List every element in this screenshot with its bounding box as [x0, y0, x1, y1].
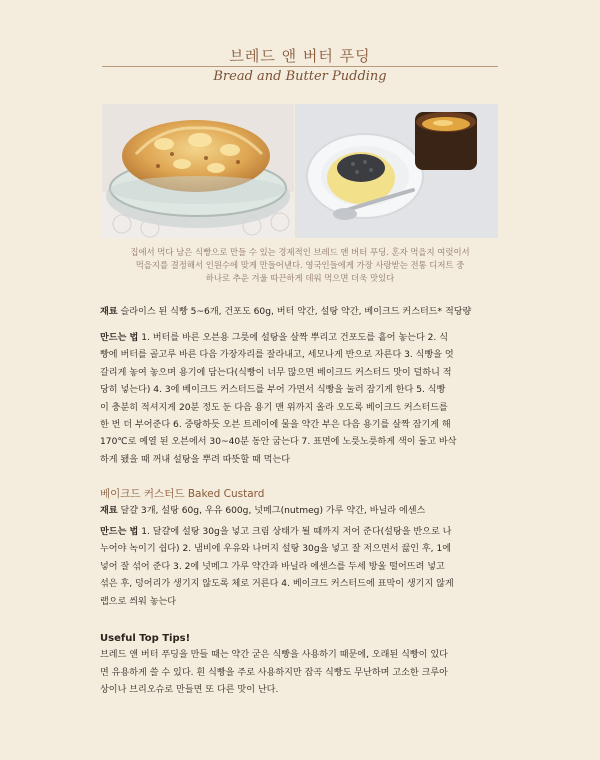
custard-method-line: 넣어 잘 섞어 준다 3. 2에 넛메그 가루 약간과 바닐라 에센스를 두세 방울 떨어뜨려 넣고 — [100, 561, 445, 572]
ingredients-text: 슬라이스 된 식빵 5~6개, 건포도 60g, 버터 약간, 설탕 약간, 베이크드 커스터드* 적당량 — [117, 307, 472, 317]
caption-line: 먹을지를 결정해서 인원수에 맞게 만들어낸다. 영국인들에게 가장 사랑받는 전통 디저트 중 — [135, 260, 465, 270]
custard-ingredients-label: 재료 — [100, 506, 118, 517]
custard-method-line: 누어야 녹이기 쉽다) 2. 냄비에 우유와 나머지 설탕 30g을 넣고 잘 저으면서 끓인 후, 1에 — [100, 544, 452, 555]
method-line: 빵에 버터를 골고루 바른 다음 가장자리를 잘라내고, 세모나게 반으로 자른다 3. 식빵을 엇 — [100, 350, 454, 361]
custard-section — [100, 486, 502, 521]
caption-line: 집에서 먹다 남은 식빵으로 만들 수 있는 경제적인 브레드 앤 버터 푸딩. 혼자 먹을지 여럿이서 — [130, 247, 470, 257]
tips-heading: Useful Top Tips! — [100, 633, 191, 644]
method-section — [100, 330, 502, 469]
ingredients-line — [100, 304, 502, 321]
custard-heading: 베이크드 커스터드 Baked Custard — [100, 488, 265, 500]
custard-method-line: 랩으로 씌워 놓는다 — [100, 596, 177, 607]
pudding-dish-photo — [102, 104, 294, 238]
title-divider — [102, 66, 498, 67]
tips-line: 면 유용하게 쓸 수 있다. 흰 식빵을 주로 사용하지만 잡곡 식빵도 무난하며 고소한 크루아 — [100, 667, 448, 678]
method-line: 이 충분히 적셔지게 20분 정도 둔 다음 용기 맨 위까지 올라 오도록 베이크드 커스터드를 — [100, 402, 448, 413]
tips-line: 브레드 앤 버터 푸딩을 만들 때는 약간 굳은 식빵을 사용하기 때문에, 오래된 식빵이 있다 — [100, 650, 448, 661]
method-line: 하게 됐을 때 꺼내 설탕을 뿌려 따뜻할 때 먹는다 — [100, 454, 291, 465]
method-label: 만드는 법 — [100, 333, 139, 343]
method-line: 170℃로 예열 된 오븐에서 30~40분 동안 굽는다 7. 표면에 노릇노릇하게 색이 돌고 바삭 — [100, 437, 457, 448]
method-line: 당히 넣는다) 4. 3에 베이크드 커스터드를 부어 가면서 식빵을 눌러 잠기게 한다 5. 식빵 — [100, 385, 446, 396]
recipe-section — [100, 304, 502, 321]
tips-line: 상이나 브리오슈로 만들면 또 다른 맛이 난다. — [100, 685, 279, 696]
method-line: 만드는 법 1. 버터를 바른 오븐용 그릇에 설탕을 살짝 뿌리고 건포도를 흩어 놓는다 2. 식 — [100, 333, 448, 343]
tips-section — [100, 630, 502, 700]
custard-ingredients-text: 달걀 3개, 설탕 60g, 우유 600g, 넛메그(nutmeg) 가루 약간, 바닐라 에센스 — [117, 506, 426, 517]
title-korean: 브레드 앤 버터 푸딩 — [229, 47, 371, 65]
custard-ingredients-line — [100, 503, 502, 520]
title-english: Bread and Butter Pudding — [213, 69, 387, 84]
custard-method-line: 섞은 후, 덩어리가 생기지 않도록 체로 거른다 4. 베이크드 커스터드에 표막이 생기지 않게 — [100, 579, 454, 590]
method-line: 갈리게 놓여 놓으며 용기에 담는다(식빵이 너무 많으면 베이크드 커스터드 맛이 덜하니 적 — [100, 367, 452, 378]
custard-method-line: 만드는 법 1. 달걀에 설탕 30g을 넣고 크림 상태가 될 때까지 저어 준다(설탕을 반으로 나 — [100, 527, 452, 537]
method-line: 한 번 더 부어준다 6. 중탕하듯 오븐 트레이에 물을 약간 부은 다음 용기를 살짝 잠기게 해 — [100, 420, 451, 431]
ingredients-label: 재료 — [100, 307, 118, 317]
custard-method-section — [100, 524, 502, 611]
photo-strip — [102, 104, 498, 238]
custard-plate-photo — [295, 104, 498, 238]
caption-line: 하나로 추운 겨울 따끈하게 데워 먹으면 더욱 맛있다 — [205, 273, 395, 283]
photo-caption — [100, 246, 500, 285]
custard-method-label: 만드는 법 — [100, 527, 139, 537]
